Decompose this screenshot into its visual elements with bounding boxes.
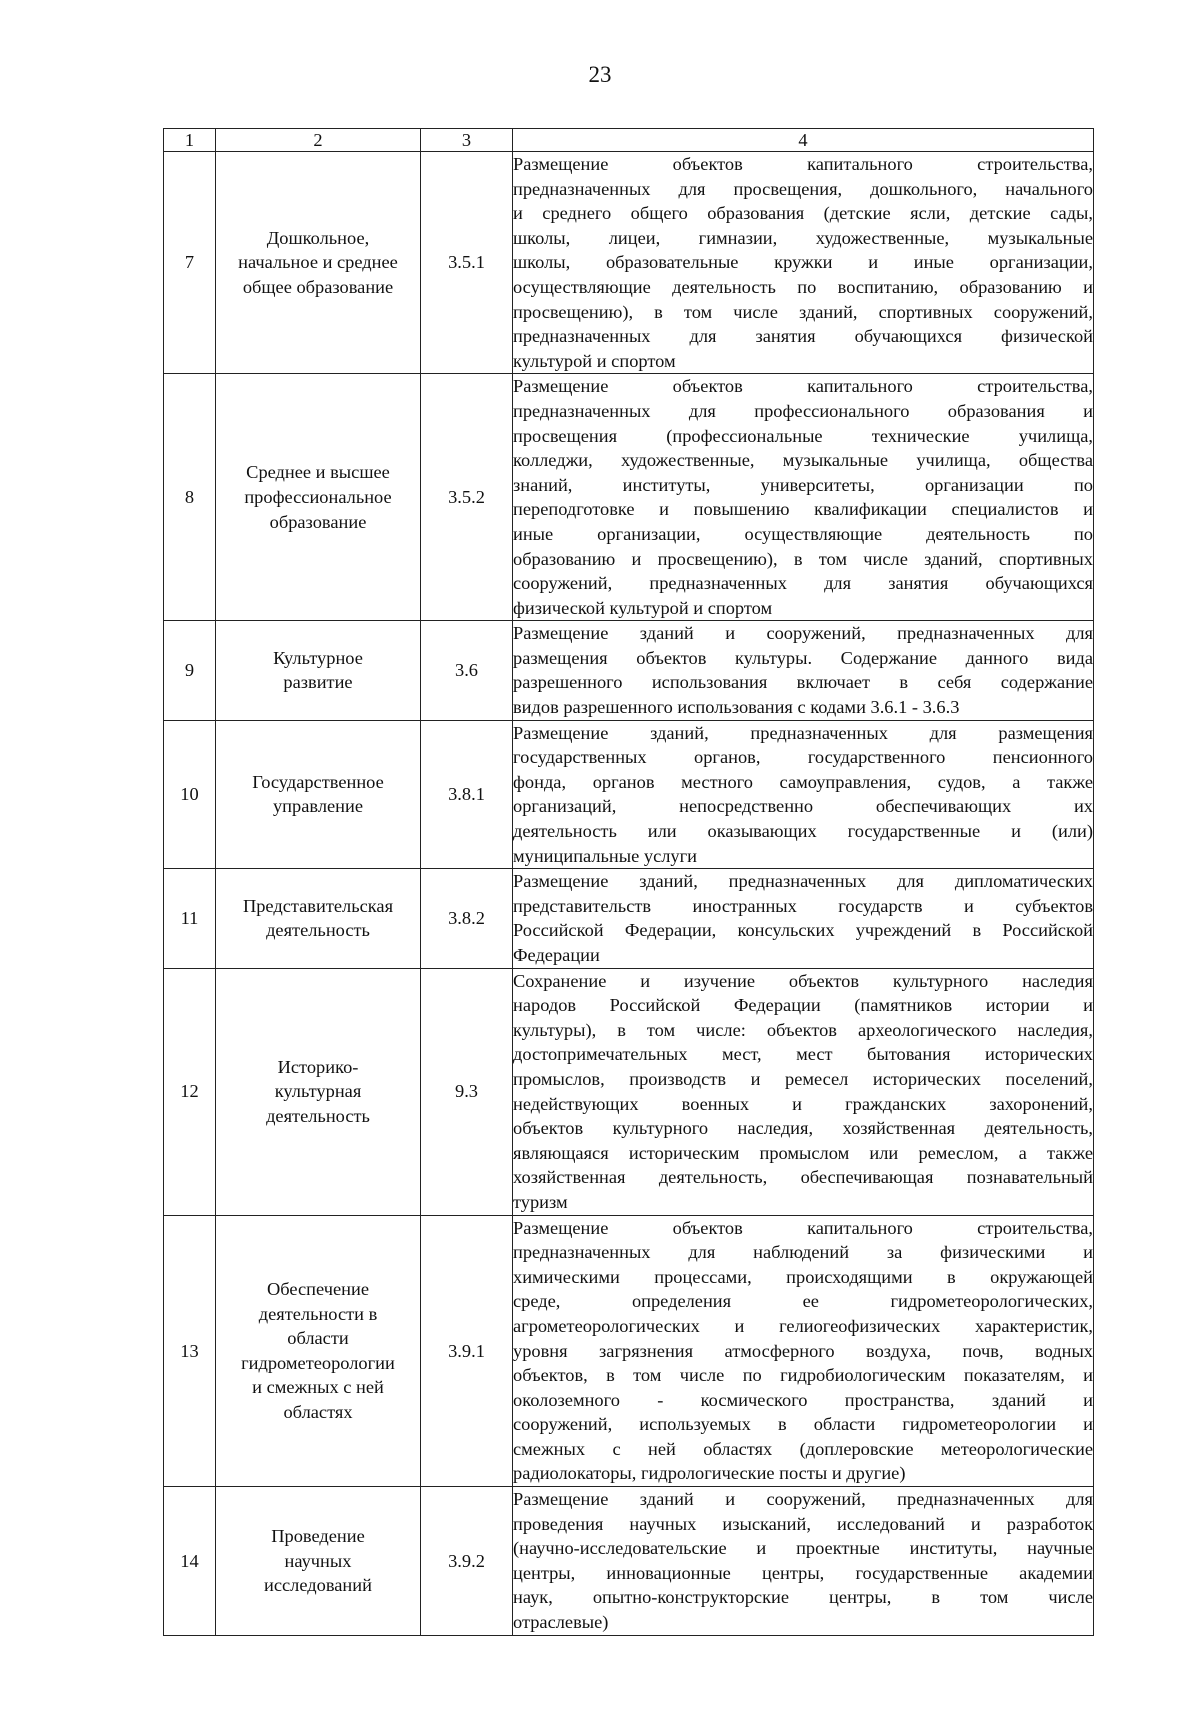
use-type-name-line: области [287,1328,349,1349]
use-type-name [216,869,421,968]
use-type-name-line: Государственное [252,771,384,792]
column-header: 3 [421,129,513,152]
use-type-name-line: развитие [283,672,353,693]
use-type-description [513,1215,1094,1487]
use-type-code: 9.3 [421,968,513,1215]
table-row [164,621,1094,720]
use-type-name-line: образование [269,511,367,532]
use-type-code: 3.5.1 [421,152,513,374]
use-type-name-line: общее образование [242,276,394,297]
description-line: физической культурой и спортом [513,597,773,618]
description-line: предназначенных для занятия обучающихся физической [513,326,1093,347]
use-type-name-line: Проведение [271,1525,365,1546]
description-line: хозяйственная деятельность, обеспечивающая познавательный [513,1167,1093,1188]
description-line: промыслов, производств и ремесел исторических поселений, [513,1068,1093,1089]
use-type-name [216,152,421,374]
description-line: отраслевые) [513,1612,609,1633]
description-line: предназначенных для просвещения, дошкольного, начального [513,178,1093,199]
description-line: объектов культурного наследия, хозяйственная деятельность, [513,1118,1093,1139]
description-line: Размещение зданий, предназначенных для размещения [513,722,1093,743]
use-type-code: 3.8.1 [421,720,513,869]
description-line: смежных с ней областях (доплеровские метеорологические [513,1438,1093,1459]
description-line: околоземного - космического пространства, зданий и [513,1389,1093,1410]
description-line: просвещению), в том числе зданий, спортивных сооружений, [513,301,1093,322]
use-type-name-line: деятельности в [258,1303,378,1324]
use-type-name-line: гидрометеорологии [241,1352,395,1373]
use-type-description [513,1487,1094,1636]
description-line: осуществляющие деятельность по воспитанию, образованию и [513,276,1093,297]
use-type-name-line: деятельность [266,920,370,941]
row-number: 14 [164,1487,216,1636]
use-type-name [216,968,421,1215]
description-line: разрешенного использования включает в себя содержание [513,672,1093,693]
description-line: сооружений, предназначенных для занятия обучающихся [513,573,1093,594]
description-line: культуры), в том числе: объектов археологического наследия, [513,1019,1093,1040]
use-type-description [513,869,1094,968]
use-type-name-line: Среднее и высшее [246,462,390,483]
table-row [164,1487,1094,1636]
use-type-description [513,968,1094,1215]
use-type-description [513,152,1094,374]
use-type-name [216,1215,421,1487]
use-type-name [216,374,421,621]
description-line: Размещение объектов капитального строительства, [513,1217,1093,1238]
description-line: агрометеорологических и гелиогеофизических характеристик, [513,1315,1093,1336]
description-line: объектов, в том числе по гидробиологическим показателям, и [513,1365,1093,1386]
use-type-description [513,374,1094,621]
column-header: 1 [164,129,216,152]
row-number: 13 [164,1215,216,1487]
description-line: Федерации [513,945,600,965]
use-type-name [216,1487,421,1636]
description-line: школы, образовательные кружки и иные организации, [513,252,1093,273]
table-row [164,1215,1094,1487]
use-type-name-line: научных [284,1550,352,1571]
description-line: знаний, институты, университеты, организации по [513,474,1093,495]
description-line: школы, лицеи, гимназии, художественные, музыкальные [513,227,1093,248]
use-type-description [513,720,1094,869]
description-line: и среднего общего образования (детские ясли, детские сады, [513,203,1093,224]
use-type-code: 3.8.2 [421,869,513,968]
description-line: недействующих военных и гражданских захоронений, [513,1093,1093,1114]
use-type-code: 3.9.2 [421,1487,513,1636]
description-line: туризм [513,1191,568,1212]
table-row [164,869,1094,968]
description-line: Сохранение и изучение объектов культурного наследия [513,970,1093,991]
description-line: Размещение объектов капитального строительства, [513,376,1093,397]
use-type-name [216,720,421,869]
description-line: фонда, органов местного самоуправления, судов, а также [513,771,1093,792]
use-type-name-line: Историко- [277,1056,359,1077]
use-type-name [216,621,421,720]
use-type-name-line: Дошкольное, [266,227,370,248]
description-line: культурой и спортом [513,350,676,371]
table-header-row [164,129,1094,152]
description-line: химическими процессами, происходящими в окружающей [513,1266,1093,1287]
description-line: Размещение объектов капитального строительства, [513,154,1093,174]
use-type-name-line: культурная [274,1081,362,1102]
use-type-name-line: областях [283,1401,353,1422]
description-line: государственных органов, государственного пенсионного [513,747,1093,768]
column-header: 2 [216,129,421,152]
description-line: деятельность или оказывающих государственные и (или) [513,821,1093,842]
use-type-name-line: управление [272,796,364,817]
row-number: 12 [164,968,216,1215]
row-number: 9 [164,621,216,720]
page-number: 23 [588,62,612,87]
description-line: предназначенных для профессионального образования и [513,400,1093,421]
description-line: народов Российской Федерации (памятников истории и [513,995,1093,1016]
description-line: Размещение зданий и сооружений, предназначенных для [513,1489,1093,1510]
description-line: среде, определения ее гидрометеорологических, [513,1291,1093,1312]
use-type-name-line: и смежных с ней [252,1377,384,1398]
description-line: иные организации, осуществляющие деятельность по [513,523,1093,544]
table-row [164,968,1094,1215]
description-line: наук, опытно-конструкторские центры, в том числе [513,1587,1093,1608]
row-number: 11 [164,869,216,968]
use-type-code: 3.9.1 [421,1215,513,1487]
row-number: 10 [164,720,216,869]
table-row [164,152,1094,374]
use-type-name-line: профессиональное [244,487,392,508]
use-type-name-line: Культурное [273,647,363,668]
use-type-code: 3.6 [421,621,513,720]
description-line: организаций, непосредственно обеспечивающих их [513,796,1093,817]
row-number: 7 [164,152,216,374]
description-line: переподготовке и повышению квалификации специалистов и [513,499,1093,520]
description-line: муниципальные услуги [513,845,698,866]
use-type-name-line: начальное и среднее [238,252,398,273]
description-line: Российской Федерации, консульских учреждений в Российской [513,920,1093,941]
description-line: центры, инновационные центры, государственные академии [513,1562,1093,1583]
description-line: видов разрешенного использования с кодами 3.6.1 - 3.6.3 [513,697,960,718]
description-line: являющаяся историческим промыслом или ремеслом, а также [513,1142,1093,1163]
description-line: радиолокаторы, гидрологические посты и другие) [513,1463,906,1484]
description-line: сооружений, используемых в области гидрометеорологии и [513,1414,1093,1435]
use-type-name-line: деятельность [266,1105,370,1126]
table-row [164,720,1094,869]
description-line: предназначенных для наблюдений за физическими и [513,1242,1093,1263]
description-line: просвещения (профессиональные технические училища, [513,425,1093,446]
use-type-name-line: Обеспечение [267,1279,369,1300]
column-header: 4 [513,129,1094,152]
row-number: 8 [164,374,216,621]
description-line: Размещение зданий, предназначенных для дипломатических [513,871,1093,892]
description-line: образованию и просвещению), в том числе зданий, спортивных [513,548,1093,569]
description-line: достопримечательных мест, мест бытования исторических [513,1044,1093,1065]
description-line: проведения научных изысканий, исследований и разработок [513,1513,1093,1534]
land-use-table [163,128,1094,1636]
table-row [164,374,1094,621]
description-line: размещения объектов культуры. Содержание данного вида [513,647,1093,668]
use-type-name-line: исследований [264,1575,372,1596]
use-type-description [513,621,1094,720]
use-type-code: 3.5.2 [421,374,513,621]
description-line: (научно-исследовательские и проектные институты, научные [513,1538,1093,1559]
description-line: представительств иностранных государств и субъектов [513,895,1093,916]
description-line: Размещение зданий и сооружений, предназначенных для [513,623,1093,644]
description-line: колледжи, художественные, музыкальные училища, общества [513,450,1093,471]
use-type-name-line: Представительская [242,895,394,916]
description-line: уровня загрязнения атмосферного воздуха, почв, водных [513,1340,1093,1361]
